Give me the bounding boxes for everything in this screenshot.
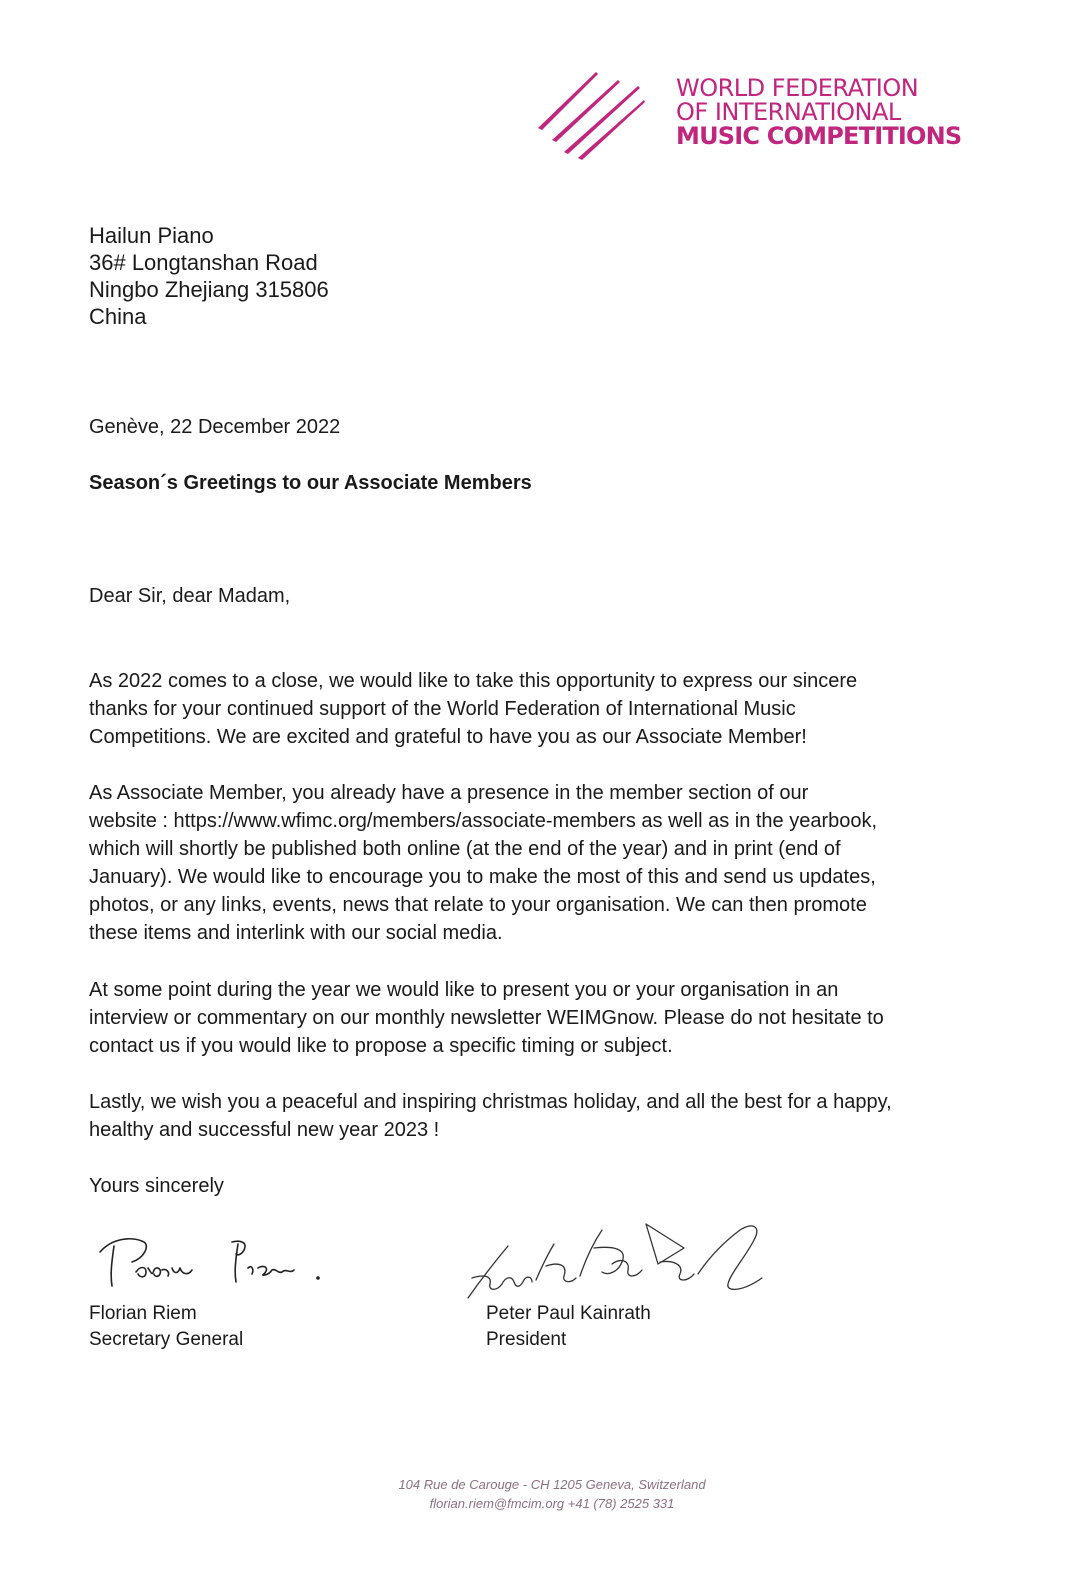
recipient-city: Ningbo Zhejiang 315806 [89, 277, 329, 302]
paragraph-line: which will shortly be published both online (at the end of the year) and in print (end of [89, 838, 841, 860]
paragraph-line: interview or commentary on our monthly newsletter WEIMGnow. Please do not hesitate to [89, 1007, 884, 1029]
signer-name: Peter Paul Kainrath [486, 1303, 651, 1324]
closing: Yours sincerely [89, 1175, 224, 1197]
paragraph-line: January). We would like to encourage you to make the most of this and send us updates, [89, 866, 876, 888]
paragraph-line: these items and interlink with our social media. [89, 922, 503, 944]
wfimc-logo [534, 70, 974, 160]
paragraph-line: thanks for your continued support of the World Federation of International Music [89, 698, 796, 720]
recipient-name: Hailun Piano [89, 223, 214, 248]
paragraph-3 [89, 976, 969, 1060]
paragraph-line: Competitions. We are excited and grateful to have you as our Associate Member! [89, 726, 807, 748]
paragraph-line: Lastly, we wish you a peaceful and inspiring christmas holiday, and all the best for a happy, [89, 1091, 892, 1113]
logo-stripes-icon [534, 70, 654, 160]
recipient-country: China [89, 304, 147, 329]
paragraph-4 [89, 1088, 969, 1144]
signature-peter-paul-kainrath [462, 1218, 772, 1314]
paragraph-line: As Associate Member, you already have a presence in the member section of our [89, 782, 809, 804]
salutation: Dear Sir, dear Madam, [89, 585, 291, 607]
logo-line-2: OF INTERNATIONAL [676, 98, 901, 126]
signer-title: President [486, 1329, 567, 1350]
letterhead-footer [0, 1475, 1080, 1513]
paragraph-line: website : https://www.wfimc.org/members/associate-members as well as in the yearbook, [89, 810, 878, 832]
paragraph-line: As 2022 comes to a close, we would like to take this opportunity to express our sincere [89, 670, 858, 692]
signer-president [486, 1301, 651, 1353]
footer-address: 104 Rue de Carouge - CH 1205 Geneva, Switzerland [398, 1477, 706, 1492]
signer-secretary-general [89, 1301, 243, 1353]
logo-wordmark [676, 76, 961, 148]
letter-date: Genève, 22 December 2022 [89, 416, 341, 438]
recipient-address [89, 222, 329, 330]
recipient-street: 36# Longtanshan Road [89, 250, 318, 275]
footer-contact: florian.riem@fmcim.org +41 (78) 2525 331 [429, 1496, 675, 1511]
signer-name: Florian Riem [89, 1303, 197, 1324]
paragraph-line: photos, or any links, events, news that relate to your organisation. We can then promote [89, 894, 867, 916]
paragraph-line: healthy and successful new year 2023 ! [89, 1119, 440, 1141]
logo-line-3: MUSIC COMPETITIONS [676, 122, 962, 150]
paragraph-2 [89, 779, 969, 947]
letter-subject: Season´s Greetings to our Associate Members [89, 472, 532, 494]
paragraph-line: contact us if you would like to propose a specific timing or subject. [89, 1035, 673, 1057]
logo-line-1: WORLD FEDERATION [676, 74, 919, 102]
paragraph-line: At some point during the year we would like to present you or your organisation in an [89, 979, 839, 1001]
signature-florian-riem [92, 1228, 332, 1298]
paragraph-1 [89, 667, 969, 751]
signer-title: Secretary General [89, 1329, 244, 1350]
